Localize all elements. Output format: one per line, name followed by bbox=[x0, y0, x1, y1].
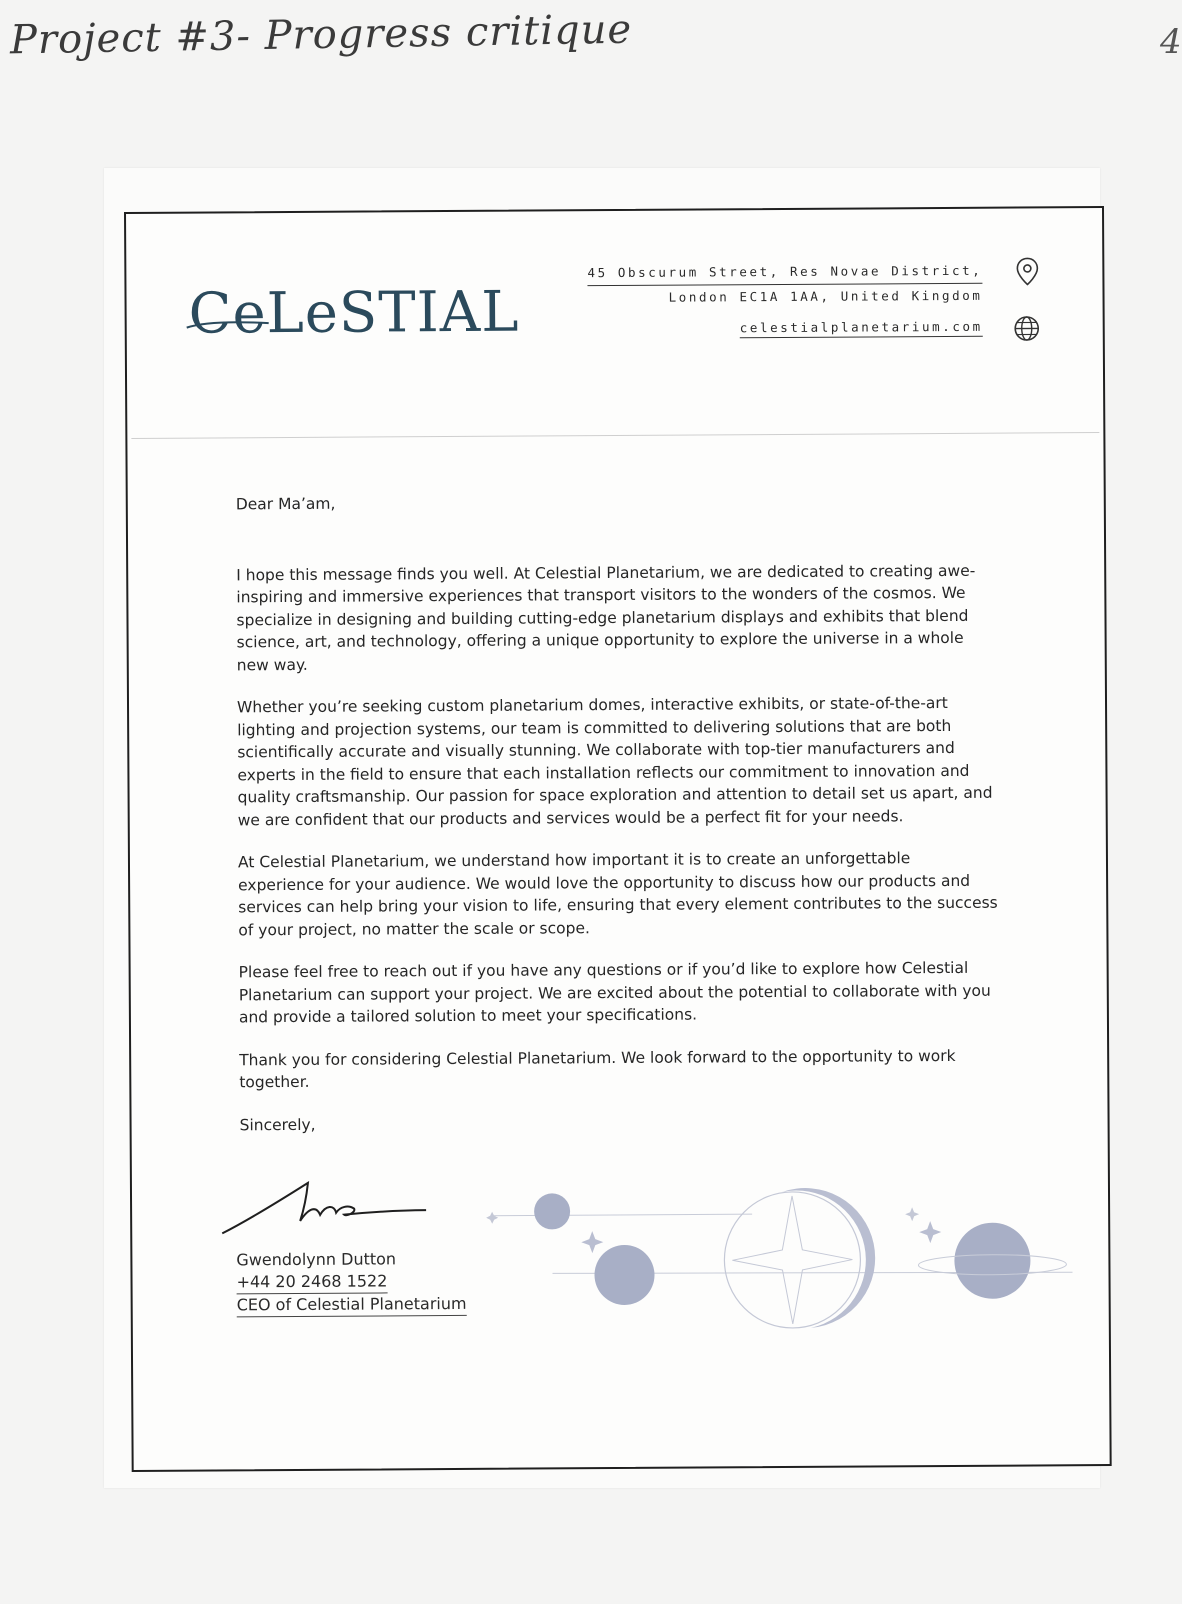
header-divider bbox=[131, 432, 1099, 439]
sparkle-icon bbox=[486, 1212, 498, 1224]
small-planet-icon bbox=[534, 1193, 570, 1229]
letter-body bbox=[236, 489, 1000, 1157]
signature bbox=[216, 1174, 436, 1245]
handwritten-annotation: Project #3- Progress critique bbox=[9, 6, 633, 64]
signer-block bbox=[236, 1248, 466, 1317]
orbit-line-top bbox=[492, 1214, 752, 1216]
signer-name: Gwendolynn Dutton bbox=[236, 1249, 397, 1270]
sparkle-icon bbox=[919, 1221, 941, 1243]
medium-planet-icon bbox=[594, 1245, 654, 1305]
paragraph-4: Please feel free to reach out if you have any questions or if you’d like to explore how Celestial Planetarium can support your project. We are excited about the potential to collaborate with you and provide a tailored solution to meet your specifications. bbox=[238, 958, 991, 1027]
globe-icon bbox=[1013, 314, 1041, 342]
logo-swoosh-icon bbox=[185, 317, 271, 332]
letterhead-document bbox=[124, 206, 1112, 1472]
paragraph-2: Whether you’re seeking custom planetarium domes, interactive exhibits, or state-of-the-art lighting and projection systems, our team is committed to delivering solutions that are both scientifically accurate and visually stunning. We collaborate with top-tier manufacturers and experts in the field to ensure that each installation reflects our commitment to innovation and quality craftsmanship. Our passion for space exploration and attention to detail set us apart, and we are confident that our products and services would be a perfect fit for your needs. bbox=[236, 693, 993, 829]
sparkle-icon bbox=[905, 1207, 919, 1221]
brand-name: CeLeSTIAL bbox=[188, 279, 520, 347]
cosmic-decoration bbox=[472, 1168, 1083, 1342]
page-number: 4 bbox=[1160, 22, 1182, 62]
location-pin-icon bbox=[1014, 256, 1040, 286]
company-address bbox=[587, 259, 982, 310]
ringed-planet-icon bbox=[954, 1222, 1030, 1298]
paragraph-3: At Celestial Planetarium, we understand how important it is to create an unforgettable experience for your audience. We would love the opportunity to discuss how our products and services can help bring your vision to life, ensuring that every element contributes to the success of your project, no matter the scale or scope. bbox=[237, 849, 998, 939]
letter-closing: Sincerely, bbox=[239, 1115, 316, 1134]
star-compass-icon bbox=[732, 1196, 853, 1325]
address-line-2: London EC1A 1AA, United Kingdom bbox=[668, 287, 983, 305]
paragraph-5: Thank you for considering Celestial Planetarium. We look forward to the opportunity to work together. bbox=[239, 1046, 956, 1092]
brand-logo bbox=[188, 280, 519, 347]
sparkle-icon bbox=[581, 1231, 603, 1253]
letter-greeting: Dear Ma’am, bbox=[235, 494, 336, 514]
paragraph-1: I hope this message finds you well. At Celestial Planetarium, we are dedicated to creating awe-inspiring and immersive experiences that transport visitors to the wonders of the cosmos. We specialize in designing and building cutting-edge planetarium displays and exhibits that blend science, art, and technology, offering a unique opportunity to explore the universe in a whole new way. bbox=[236, 561, 976, 674]
signer-title: CEO of Celestial Planetarium bbox=[237, 1293, 467, 1317]
website-link[interactable]: celestialplanetarium.com bbox=[740, 319, 983, 338]
address-line-1: 45 Obscurum Street, Res Novae District, bbox=[587, 259, 982, 286]
signer-phone: +44 20 2468 1522 bbox=[236, 1270, 387, 1294]
moon-ring-icon bbox=[724, 1192, 861, 1329]
